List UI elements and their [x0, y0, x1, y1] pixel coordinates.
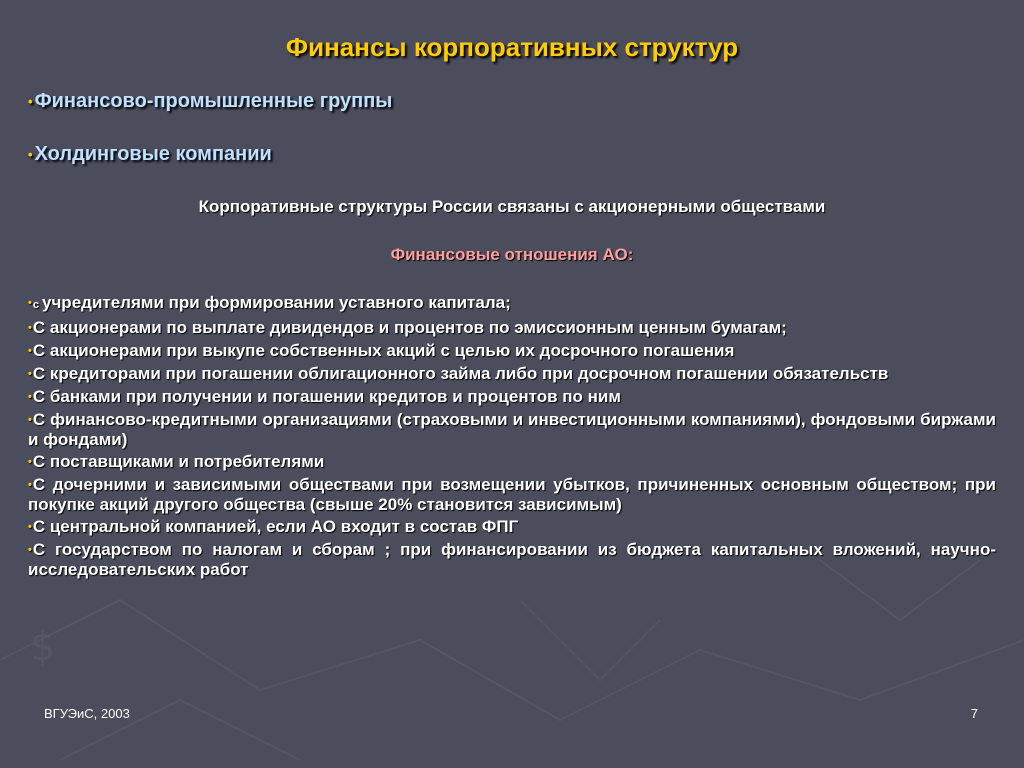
bullet-icon: • — [28, 297, 32, 310]
svg-text:$: $ — [30, 624, 56, 670]
list-item — [28, 387, 996, 407]
bullet-icon: • — [28, 391, 32, 404]
list-item-text: С финансово-кредитными организациями (страховыми и инвестиционными компаниями), фондовыми биржами и фондами) — [28, 410, 996, 450]
list-item — [28, 341, 996, 361]
topic-financial-industrial-groups — [28, 90, 392, 113]
bullet-icon: • — [28, 521, 32, 534]
list-item — [28, 475, 996, 514]
list-item — [28, 540, 996, 579]
list-item-text: С поставщиками и потребителями — [32, 452, 325, 472]
bullet-icon: • — [28, 456, 32, 469]
topic-label: Финансово-промышленные группы — [34, 90, 393, 112]
list-item-text: С дочерними и зависимыми обществами при возмещении убытков, причиненных основным обществом; при покупке акций другого общества (свыше 20% становится зависимым) — [28, 475, 996, 515]
bullet-icon: • — [28, 414, 32, 427]
page-number: 7 — [970, 706, 978, 721]
list-item-text: С акционерами при выкупе собственных акций с целью их досрочного погашения — [32, 341, 735, 361]
list-item-text: С кредиторами при погашении облигационного займа либо при досрочном погашении обязательств — [32, 364, 889, 384]
bullet-icon: • — [28, 322, 32, 335]
list-item-text: С банками при получении и погашении кредитов и процентов по ним — [32, 387, 621, 407]
footer-source: ВГУЭиС, 2003 — [44, 706, 130, 721]
list-item — [28, 364, 996, 384]
topic-holding-companies — [28, 143, 272, 166]
list-item-text: С акционерами по выплате дивидендов и процентов по эмиссионным ценным бумагам; — [32, 318, 787, 337]
key-statement: Корпоративные структуры России связаны с акционерными обществами — [198, 197, 826, 216]
bullet-icon: • — [28, 345, 32, 358]
list-item — [28, 318, 996, 338]
list-item-text: учредителями при формировании уставного капитала; — [41, 293, 511, 312]
topic-label: Холдинговые компании — [34, 143, 272, 165]
list-item-text: С центральной компанией, если АО входит в состав ФПГ — [32, 517, 519, 537]
bullet-icon: • — [28, 544, 32, 557]
list-item — [28, 452, 996, 472]
relations-subheading: Финансовые отношения АО: — [390, 245, 634, 264]
list-item — [28, 293, 996, 315]
slide-title: Финансы корпоративных структур — [285, 32, 739, 62]
bullet-icon: • — [28, 147, 33, 163]
list-item-text: С государством по налогам и сборам ; при финансировании из бюджета капитальных вложений, научно-исследовательских работ — [28, 540, 996, 580]
relations-list — [28, 293, 996, 582]
bullet-icon: • — [28, 94, 33, 110]
list-item-prefix: с — [32, 299, 39, 311]
list-item — [28, 517, 996, 537]
bullet-icon: • — [28, 368, 32, 381]
list-item — [28, 410, 996, 449]
bullet-icon: • — [28, 479, 32, 492]
